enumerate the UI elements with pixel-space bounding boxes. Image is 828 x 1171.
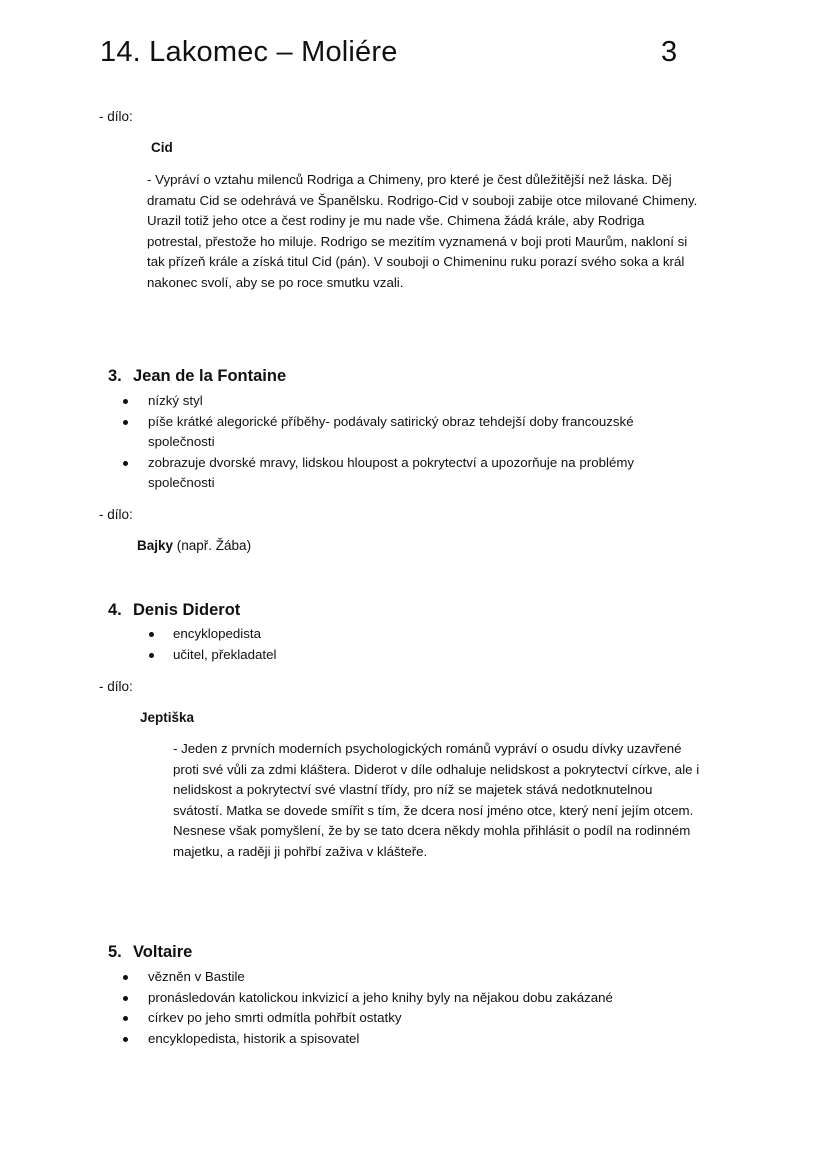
text-line: majetku, a raději ji pohřbí zaživa v klášteře. [173,843,428,859]
list-item: učitel, překladatel [173,645,673,666]
dilo-label: - dílo: [99,507,133,522]
work-title-cid: Cid [151,140,173,155]
bullet-icon [149,653,154,658]
list-item: vězněn v Bastile [148,967,708,988]
text-line: nelidskost a pokrytectví své vlastní třídy, pro níž se majetek stává nedotknutelnou [173,782,653,798]
list-item: zobrazuje dvorské mravy, lidskou hloupost a pokrytectví a upozorňuje na problémy společnosti [148,453,708,494]
page-title: 14. Lakomec – Moliére [100,36,398,68]
text-line: Nesnese však pomyšlení, že by se tato dcera někdy mohla přihlásit o podíl na rodinném [173,823,691,839]
page-number: 3 [661,36,678,68]
bullet-icon [149,632,154,637]
text-line: nakonec svolí, aby se po roce smutku vzali. [147,274,404,290]
dilo-label: - dílo: [99,109,133,124]
bullet-icon [123,1016,128,1021]
voltaire-bullet-list [148,967,708,1049]
list-item: encyklopedista, historik a spisovatel [148,1029,708,1050]
section-title: Jean de la Fontaine [133,367,287,385]
list-item: církev po jeho smrti odmítla pohřbít ostatky [148,1008,708,1029]
section-heading-voltaire [108,943,192,962]
text-line: potrestal, přestože ho miluje. Rodrigo se mezitím vyznamená v boji proti Maurům, nakloní si [147,233,688,249]
text-line: - Jeden z prvních moderních psychologických románů vypráví o osudu dívky uzavřené [173,741,682,756]
list-item: encyklopedista [173,624,673,645]
cid-description [147,170,747,294]
text-line: tak přízeň krále a získá titul Cid (pán). V souboji o Chimeninu ruku porazí svého soka a král [147,254,685,270]
text-line: dramatu Cid se odehrává ve Španělsku. Rodrigo-Cid v souboji zabije otce milované Chimeny. [147,192,698,208]
bullet-icon [123,1037,128,1042]
list-item: píše krátké alegorické příběhy- podávaly satirický obraz tehdejší doby francouzské společnosti [148,412,708,453]
fontaine-bullet-list [148,391,708,494]
text-line: proti své vůli za zdmi kláštera. Diderot v díle odhaluje nelidskost a pokrytectví církve, ale i [173,761,700,777]
work-title-bajky: Bajky [137,538,174,553]
text-line: - Vypráví o vztahu milenců Rodriga a Chimeny, pro které je čest důležitější než láska. Děj [147,172,672,187]
list-item: pronásledován katolickou inkvizicí a jeho knihy byly na nějakou dobu zakázané [148,988,708,1009]
section-title: Denis Diderot [133,601,241,619]
diderot-bullet-list [173,624,673,665]
bullet-icon [123,420,128,425]
section-heading-fontaine [108,367,286,386]
text-line: Urazil totiž jeho otce a čest rodiny je mu nade vše. Chimena žádá krále, aby Rodriga [147,213,645,229]
text-line: svátostí. Matka se dovede smířit s tím, že dcera nosí jméno otce, který není jejím otcem. [173,802,694,818]
bullet-icon [123,399,128,404]
fontaine-work [137,538,251,553]
section-heading-diderot [108,601,240,620]
bullet-icon [123,461,128,466]
list-item: nízký styl [148,391,708,412]
section-number: 5. [108,943,122,961]
work-note: (např. Žába) [173,538,252,553]
dilo-label: - dílo: [99,679,133,694]
work-title-jeptiska: Jeptiška [140,710,195,725]
jeptiska-description [173,739,773,863]
bullet-icon [123,975,128,980]
bullet-icon [123,996,128,1001]
section-number: 4. [108,601,122,619]
section-number: 3. [108,367,122,385]
section-title: Voltaire [133,943,193,961]
